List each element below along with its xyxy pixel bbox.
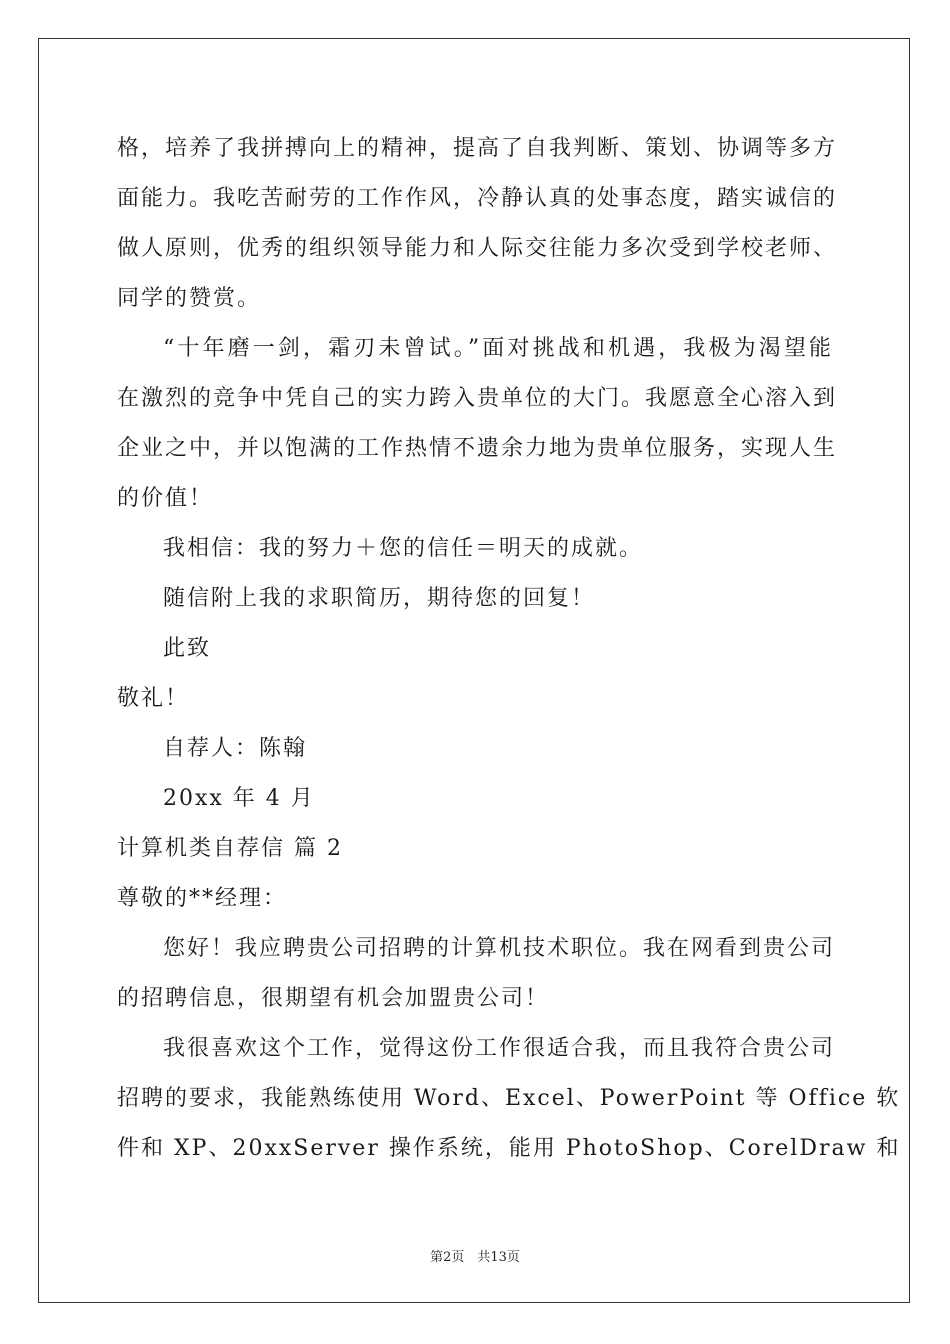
paragraph-line: 我相信：我的努力＋您的信任＝明天的成就。: [163, 536, 644, 561]
date: 20xx 年 4 月: [163, 786, 315, 811]
paragraph-line: 做人原则，优秀的组织领导能力和人际交往能力多次受到学校老师、: [117, 236, 838, 261]
closing-salutation: 此致: [163, 636, 212, 661]
page-number-footer: 第2页 共13页: [430, 1250, 520, 1265]
paragraph-line: 招聘的要求，我能熟练使用 Word、Excel、PowerPoint 等 Office 软: [117, 1086, 901, 1111]
paragraph-line: 件和 XP、20xxServer 操作系统，能用 PhotoShop、CorelDraw 和: [117, 1136, 901, 1161]
paragraph-line: 面能力。我吃苦耐劳的工作作风，冷静认真的处事态度，踏实诚信的: [117, 186, 838, 211]
paragraph-line: 您好！我应聘贵公司招聘的计算机技术职位。我在网看到贵公司: [163, 936, 836, 961]
paragraph-line: 随信附上我的求职简历，期待您的回复！: [163, 586, 596, 611]
paragraph-line: 格，培养了我拼搏向上的精神，提高了自我判断、策划、协调等多方: [117, 136, 838, 161]
signature: 自荐人：陈翰: [163, 736, 308, 761]
greeting: 尊敬的**经理：: [117, 886, 288, 911]
paragraph-line: 的招聘信息，很期望有机会加盟贵公司！: [117, 986, 550, 1011]
paragraph-line: 的价值！: [117, 486, 214, 511]
paragraph-line: 同学的赞赏。: [117, 286, 262, 311]
closing-regards: 敬礼！: [117, 686, 190, 711]
paragraph-line: “十年磨一剑，霜刃未曾试。”面对挑战和机遇，我极为渴望能: [163, 336, 833, 361]
document-body: [117, 124, 901, 1174]
paragraph-line: 企业之中，并以饱满的工作热情不遗余力地为贵单位服务，实现人生: [117, 436, 838, 461]
section-title: 计算机类自荐信 篇 2: [117, 836, 343, 861]
paragraph-line: 我很喜欢这个工作，觉得这份工作很适合我，而且我符合贵公司: [163, 1036, 836, 1061]
paragraph-line: 在激烈的竞争中凭自己的实力跨入贵单位的大门。我愿意全心溶入到: [117, 386, 838, 411]
